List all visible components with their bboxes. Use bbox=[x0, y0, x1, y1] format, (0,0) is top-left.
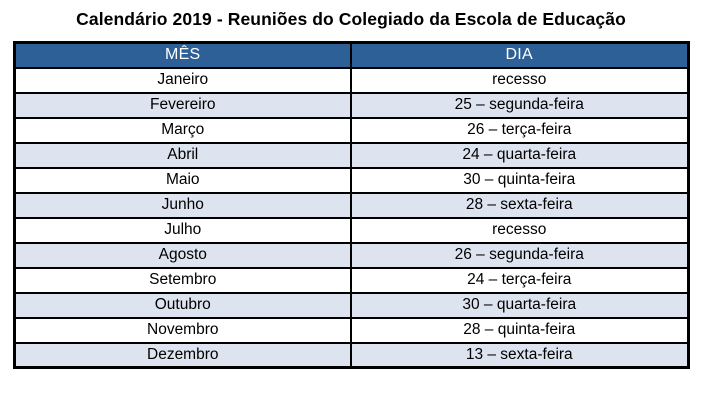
table-row bbox=[14, 318, 688, 343]
month-cell: Fevereiro bbox=[14, 93, 351, 118]
column-header-mes: MÊS bbox=[14, 43, 351, 68]
month-cell: Julho bbox=[14, 218, 351, 243]
table-row bbox=[14, 93, 688, 118]
table-row bbox=[14, 68, 688, 93]
day-cell: 26 – terça-feira bbox=[351, 118, 688, 143]
day-cell: 30 – quinta-feira bbox=[351, 168, 688, 193]
month-cell: Março bbox=[14, 118, 351, 143]
table-header bbox=[14, 43, 688, 68]
month-cell: Abril bbox=[14, 143, 351, 168]
column-header-dia: DIA bbox=[351, 43, 688, 68]
day-cell: recesso bbox=[351, 68, 688, 93]
month-cell: Maio bbox=[14, 168, 351, 193]
day-cell: 28 – quinta-feira bbox=[351, 318, 688, 343]
month-cell: Outubro bbox=[14, 293, 351, 318]
table-row bbox=[14, 143, 688, 168]
month-cell: Setembro bbox=[14, 268, 351, 293]
month-cell: Janeiro bbox=[14, 68, 351, 93]
table-body bbox=[14, 68, 688, 368]
table-row bbox=[14, 218, 688, 243]
page-title: Calendário 2019 - Reuniões do Colegiado da Escola de Educação bbox=[76, 9, 626, 29]
day-cell: 25 – segunda-feira bbox=[351, 93, 688, 118]
month-cell: Dezembro bbox=[14, 343, 351, 368]
header-row bbox=[14, 43, 688, 68]
calendar-table bbox=[13, 41, 690, 369]
table-row bbox=[14, 268, 688, 293]
month-cell: Novembro bbox=[14, 318, 351, 343]
table-row bbox=[14, 243, 688, 268]
day-cell: 24 – quarta-feira bbox=[351, 143, 688, 168]
day-cell: 30 – quarta-feira bbox=[351, 293, 688, 318]
day-cell: 26 – segunda-feira bbox=[351, 243, 688, 268]
month-cell: Agosto bbox=[14, 243, 351, 268]
day-cell: 28 – sexta-feira bbox=[351, 193, 688, 218]
month-cell: Junho bbox=[14, 193, 351, 218]
table-row bbox=[14, 168, 688, 193]
table-row bbox=[14, 118, 688, 143]
day-cell: 24 – terça-feira bbox=[351, 268, 688, 293]
table-row bbox=[14, 343, 688, 368]
table-row bbox=[14, 193, 688, 218]
day-cell: recesso bbox=[351, 218, 688, 243]
day-cell: 13 – sexta-feira bbox=[351, 343, 688, 368]
table-row bbox=[14, 293, 688, 318]
